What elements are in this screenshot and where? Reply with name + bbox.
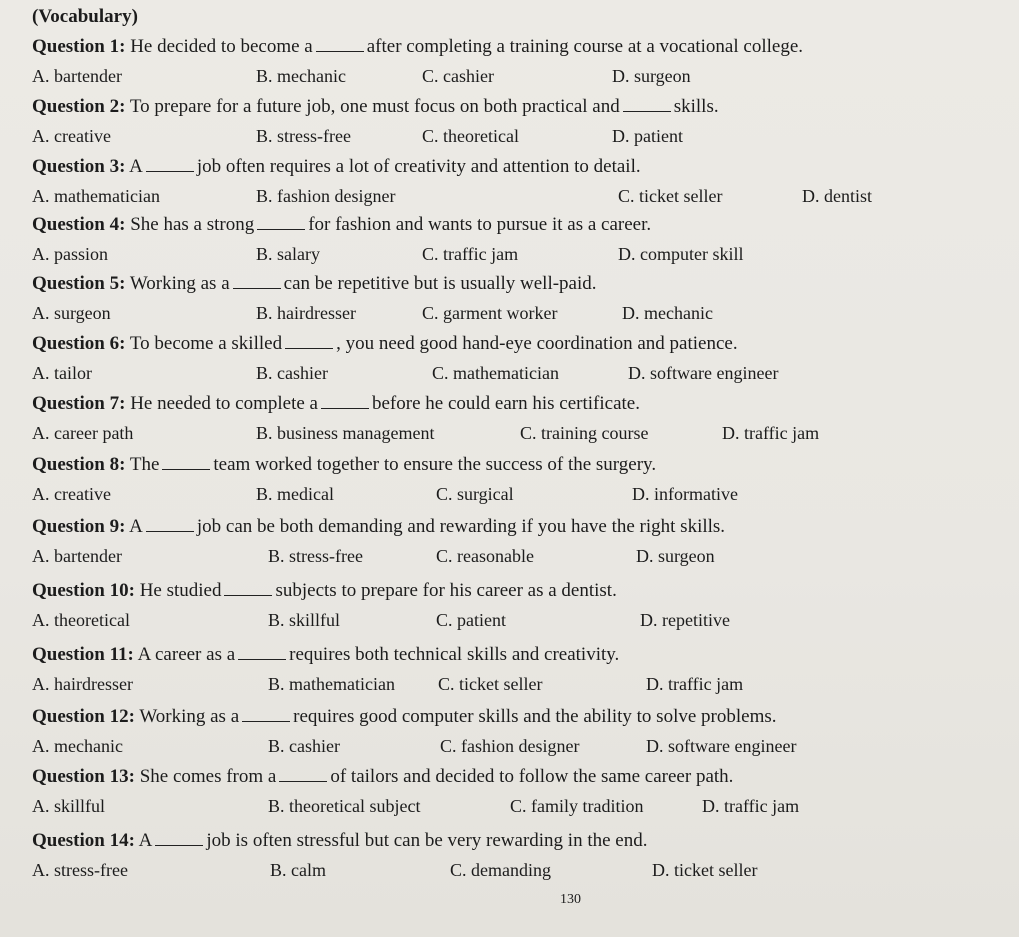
question-label: Question 6: (32, 333, 126, 354)
question-label: Question 7: (32, 393, 126, 414)
option-b: B. mechanic (256, 66, 346, 86)
option-d: D. informative (632, 484, 738, 504)
question-stem (32, 830, 647, 852)
answer-blank (155, 831, 203, 846)
option-b: B. skillful (268, 610, 341, 630)
option-a: A. career path (32, 423, 134, 443)
question-stem (32, 454, 656, 476)
stem-after: team worked together to ensure the success of the surgery. (213, 454, 657, 475)
stem-before: To prepare for a future job, one must focus on both practical and (129, 96, 620, 117)
question-3 (32, 156, 992, 218)
stem-before: Working as a (139, 706, 240, 727)
stem-after: can be repetitive but is usually well-paid. (283, 273, 597, 294)
stem-after: job can be both demanding and rewarding if you have the right skills. (196, 516, 726, 537)
question-stem (32, 96, 719, 118)
question-label: Question 10: (32, 580, 135, 601)
option-a: A. theoretical (32, 610, 130, 630)
question-stem (32, 644, 619, 666)
option-d: D. software engineer (628, 363, 779, 383)
question-6 (32, 333, 992, 395)
stem-before: Working as a (129, 273, 230, 294)
stem-after: after completing a training course at a vocational college. (366, 36, 804, 57)
option-c: C. mathematician (432, 363, 559, 383)
option-b: B. fashion designer (256, 186, 396, 206)
stem-after: job is often stressful but can be very rewarding in the end. (206, 830, 648, 851)
stem-before: She comes from a (139, 766, 277, 787)
stem-before: He needed to complete a (130, 393, 318, 414)
option-c: C. training course (520, 423, 649, 443)
option-c: C. ticket seller (618, 186, 723, 206)
question-stem (32, 333, 738, 355)
option-d: D. software engineer (646, 736, 797, 756)
question-label: Question 3: (32, 156, 126, 177)
option-c: C. cashier (422, 66, 494, 86)
stem-after: job often requires a lot of creativity and attention to detail. (196, 156, 641, 177)
stem-before: A career as a (137, 644, 236, 665)
question-stem (32, 516, 725, 538)
question-stem (32, 766, 733, 788)
answer-blank (224, 581, 272, 596)
option-d: D. traffic jam (646, 674, 744, 694)
option-d: D. mechanic (622, 303, 713, 323)
question-1 (32, 36, 992, 98)
option-d: D. surgeon (612, 66, 691, 86)
option-c: C. ticket seller (438, 674, 543, 694)
option-c: C. theoretical (422, 126, 519, 146)
question-label: Question 1: (32, 36, 126, 57)
option-d: D. repetitive (640, 610, 730, 630)
option-d: D. dentist (802, 186, 872, 206)
question-4 (32, 214, 992, 276)
answer-blank (285, 334, 333, 349)
option-a: A. stress-free (32, 860, 128, 880)
question-label: Question 2: (32, 96, 126, 117)
option-c: C. garment worker (422, 303, 558, 323)
option-a: A. tailor (32, 363, 92, 383)
question-label: Question 13: (32, 766, 135, 787)
answer-blank (238, 645, 286, 660)
answer-blank (233, 274, 281, 289)
option-a: A. mathematician (32, 186, 160, 206)
option-c: C. surgical (436, 484, 514, 504)
question-5 (32, 273, 992, 335)
option-b: B. theoretical subject (268, 796, 421, 816)
stem-after: subjects to prepare for his career as a dentist. (275, 580, 617, 601)
option-d: D. computer skill (618, 244, 744, 264)
question-label: Question 9: (32, 516, 126, 537)
stem-after: before he could earn his certificate. (372, 393, 640, 414)
answer-blank (316, 37, 364, 52)
option-a: A. passion (32, 244, 108, 264)
option-b: B. cashier (256, 363, 328, 383)
question-label: Question 5: (32, 273, 126, 294)
question-12 (32, 706, 992, 768)
option-d: D. surgeon (636, 546, 715, 566)
stem-before: To become a skilled (129, 333, 283, 354)
question-label: Question 14: (32, 830, 135, 851)
stem-after: skills. (673, 96, 719, 117)
option-a: A. bartender (32, 546, 122, 566)
question-stem (32, 273, 597, 295)
option-a: A. hairdresser (32, 674, 133, 694)
question-stem (32, 36, 803, 58)
option-c: C. patient (436, 610, 506, 630)
stem-before: He studied (139, 580, 222, 601)
question-11 (32, 644, 992, 706)
option-a: A. skillful (32, 796, 106, 816)
question-label: Question 12: (32, 706, 135, 727)
option-c: C. fashion designer (440, 736, 580, 756)
option-a: A. creative (32, 126, 111, 146)
option-b: B. hairdresser (256, 303, 356, 323)
option-a: A. creative (32, 484, 111, 504)
stem-after: , you need good hand-eye coordination and patience. (336, 333, 738, 354)
option-b: B. medical (256, 484, 334, 504)
question-stem (32, 214, 651, 236)
answer-blank (257, 215, 305, 230)
option-d: D. traffic jam (722, 423, 820, 443)
stem-after: requires both technical skills and creativity. (289, 644, 620, 665)
stem-before: She has a strong (130, 214, 255, 235)
question-stem (32, 393, 640, 415)
option-b: B. mathematician (268, 674, 395, 694)
option-a: A. bartender (32, 66, 122, 86)
question-7 (32, 393, 992, 455)
option-c: C. traffic jam (422, 244, 519, 264)
option-c: C. demanding (450, 860, 551, 880)
question-14 (32, 830, 992, 892)
option-b: B. stress-free (268, 546, 363, 566)
option-b: B. stress-free (256, 126, 351, 146)
answer-blank (242, 707, 290, 722)
option-a: A. surgeon (32, 303, 111, 323)
option-c: C. reasonable (436, 546, 534, 566)
option-b: B. business management (256, 423, 435, 443)
option-d: D. ticket seller (652, 860, 758, 880)
answer-blank (279, 767, 327, 782)
question-stem (32, 156, 641, 178)
option-d: D. patient (612, 126, 683, 146)
answer-blank (146, 517, 194, 532)
option-a: A. mechanic (32, 736, 123, 756)
option-b: B. calm (270, 860, 326, 880)
answer-blank (146, 157, 194, 172)
stem-before: A (129, 516, 143, 537)
question-9 (32, 516, 992, 578)
question-13 (32, 766, 992, 828)
option-b: B. salary (256, 244, 320, 264)
question-label: Question 4: (32, 214, 126, 235)
section-title: (Vocabulary) (32, 6, 138, 27)
answer-blank (162, 455, 210, 470)
question-stem (32, 706, 777, 728)
answer-blank (321, 394, 369, 409)
option-d: D. traffic jam (702, 796, 800, 816)
stem-before: A (129, 156, 143, 177)
stem-after: of tailors and decided to follow the same career path. (330, 766, 734, 787)
page-number: 130 (560, 892, 581, 907)
answer-blank (623, 97, 671, 112)
question-label: Question 8: (32, 454, 126, 475)
question-10 (32, 580, 992, 642)
option-b: B. cashier (268, 736, 340, 756)
stem-before: The (129, 454, 160, 475)
stem-after: for fashion and wants to pursue it as a career. (308, 214, 652, 235)
question-label: Question 11: (32, 644, 134, 665)
stem-before: He decided to become a (130, 36, 313, 57)
question-stem (32, 580, 617, 602)
stem-before: A (138, 830, 153, 851)
question-2 (32, 96, 992, 158)
question-8 (32, 454, 992, 516)
stem-after: requires good computer skills and the ability to solve problems. (293, 706, 777, 727)
option-c: C. family tradition (510, 796, 644, 816)
